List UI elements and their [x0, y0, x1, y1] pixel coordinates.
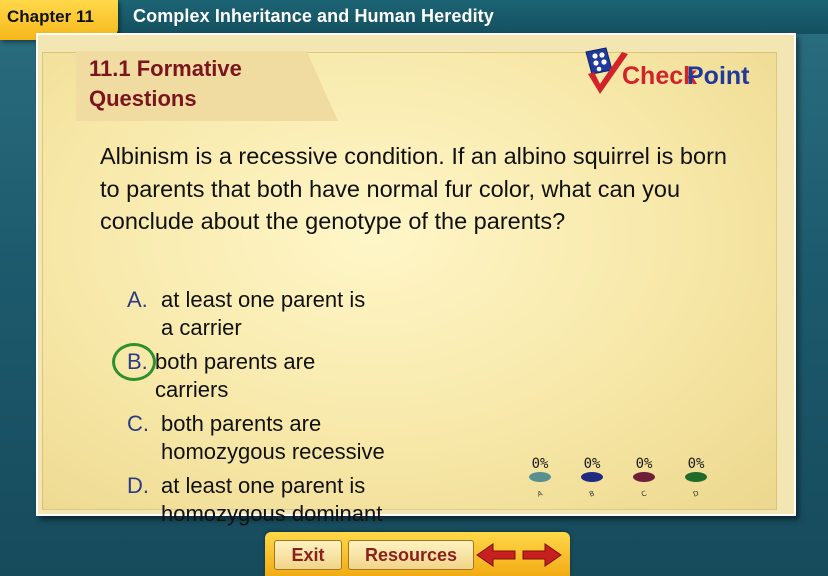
poll-percent: 0% — [583, 456, 601, 472]
poll-item-d — [676, 456, 716, 498]
logo-check: Check — [622, 62, 698, 90]
answer-letter: B. — [127, 349, 148, 374]
answer-option-b[interactable] — [127, 348, 437, 404]
answer-text: both parents are homozygous recessive — [161, 411, 385, 464]
logo-point: Point — [687, 62, 750, 90]
question-text: Albinism is a recessive condition. If an albino squirrel is born to parents that both have normal fur color, what can you conclude about the genotype of the parents? — [100, 143, 727, 234]
answer-option-a[interactable] — [127, 286, 437, 342]
answer-text: at least one parent is homozygous dominant — [161, 473, 383, 526]
answer-letter: D. — [127, 473, 149, 498]
chapter-label: Chapter 11 — [7, 7, 94, 26]
section-tab-text — [89, 54, 242, 114]
answer-option-c[interactable] — [127, 410, 437, 466]
poll-bar — [529, 472, 551, 482]
poll-percent: 0% — [687, 456, 705, 472]
poll-item-a — [520, 456, 560, 498]
poll-label: B — [588, 489, 596, 499]
poll-bar — [633, 472, 655, 482]
navigation-bar — [265, 532, 570, 576]
forward-arrow-icon[interactable] — [521, 542, 563, 568]
answer-letter: A. — [127, 287, 148, 312]
poll-percent: 0% — [635, 456, 653, 472]
answer-text: at least one parent is a carrier — [161, 287, 366, 340]
poll-label: C — [640, 489, 648, 499]
poll-label: A — [536, 489, 544, 499]
answer-letter: C. — [127, 411, 149, 436]
exit-button[interactable]: Exit — [274, 540, 342, 570]
section-title: Complex Inheritance and Human Heredity — [133, 6, 494, 26]
poll-item-b — [572, 456, 612, 498]
answer-option-d[interactable] — [127, 472, 437, 528]
poll-percent: 0% — [531, 456, 549, 472]
back-arrow-icon[interactable] — [475, 542, 517, 568]
poll-label: D — [692, 489, 700, 499]
resources-button[interactable]: Resources — [348, 540, 474, 570]
answer-text: both parents are carriers — [155, 349, 316, 402]
poll-bar — [581, 472, 603, 482]
poll-results — [510, 456, 720, 506]
checkpoint-logo-icon — [582, 44, 752, 100]
poll-item-c — [624, 456, 664, 498]
checkpoint-logo — [582, 44, 752, 100]
poll-bar — [685, 472, 707, 482]
tab-line-2: Questions — [89, 86, 197, 111]
answer-list — [127, 286, 437, 534]
tab-line-1: 11.1 Formative — [89, 56, 242, 81]
